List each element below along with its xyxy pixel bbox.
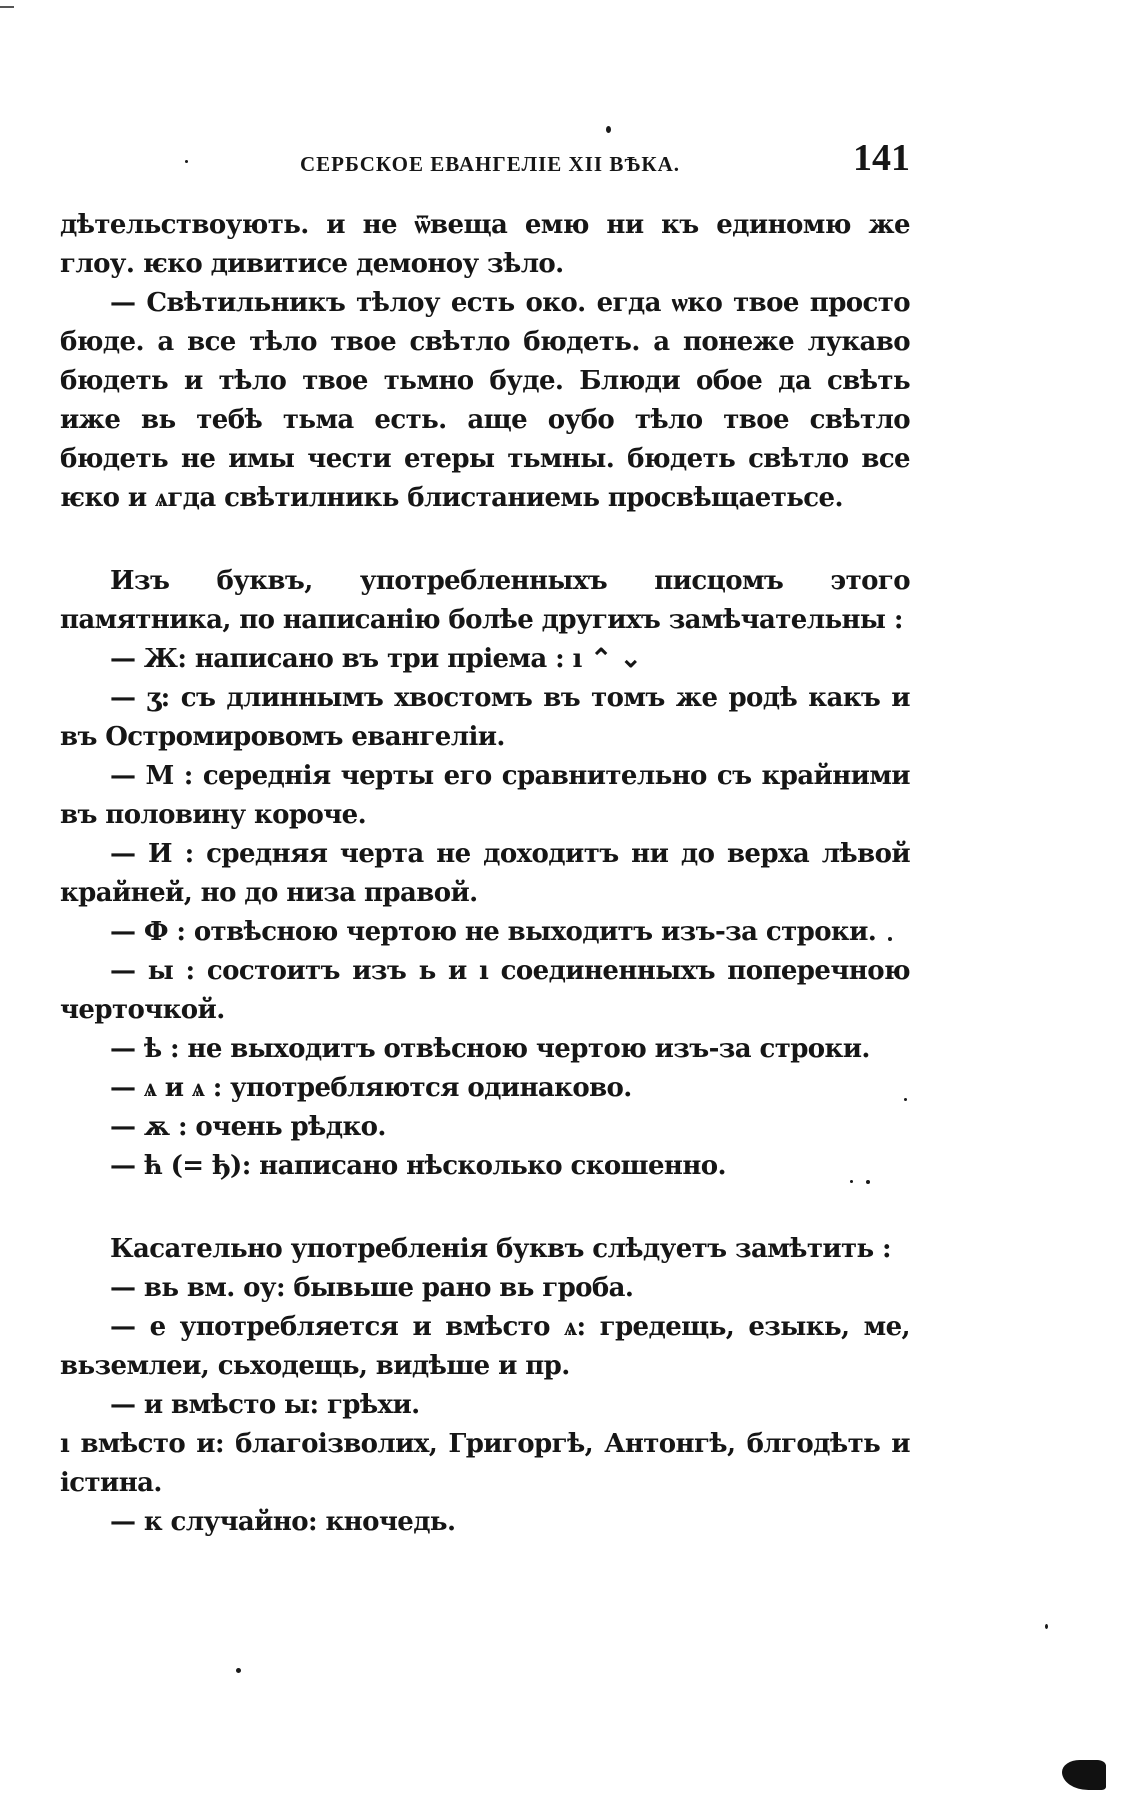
list-item-usage-i-for-y: — и вмѣсто ы: грѣхи.	[110, 1390, 420, 1420]
list-item-letter-yat: — ѣ : не выходитъ отвѣсною чертою изъ-за строки.	[110, 1034, 870, 1064]
running-header	[60, 136, 910, 196]
list-item-letter-y: — ы : состоитъ изъ ь и ı соединенныхъ поперечною черточкой.	[60, 956, 910, 1025]
ink-speck	[866, 1180, 870, 1184]
list-item-letter-yus-small: — ѧ и ѧ : употребляются одинаково.	[110, 1073, 632, 1103]
list-item-letter-f: — Ф : отвѣсною чертою не выходитъ изъ-за строки.	[110, 917, 877, 947]
body-text	[60, 206, 910, 1542]
ink-speck	[606, 126, 611, 133]
list-item-usage-e: — е употребляется и вмѣсто ѧ: гредещь, езыкь, ме, вьземлеи, сьходещь, видѣше и пр.	[60, 1312, 910, 1381]
ink-speck	[904, 1098, 907, 1101]
list-item-letter-yus-big: — ѫ : очень рѣдко.	[110, 1112, 386, 1142]
paragraph-continuation: дѣтельствоують. и не ѿвеща емю ни къ единомю же глоу. ѥко дивитисе демоноу зѣло.	[60, 210, 910, 279]
running-title: СЕРБСКОЕ ЕВАНГЕЛІЕ XII ВѢКА.	[300, 152, 681, 176]
paragraph-usage-intro: Касательно употребленія буквъ слѣдуетъ замѣтить :	[110, 1234, 892, 1264]
page-edge-mark	[0, 6, 14, 8]
list-item-usage-k: — к случайно: кночедь.	[110, 1507, 456, 1537]
list-item-letter-i: — И : средняя черта не доходитъ ни до верха лѣвой крайней, но до низа правой.	[60, 839, 910, 908]
list-item-letter-dj: — ћ (= ђ): написано нѣсколько скошенно.	[110, 1151, 726, 1181]
list-item-letter-z: — ʒ: съ длиннымъ хвостомъ въ томъ же родѣ какъ и въ Остромировомъ евангеліи.	[60, 683, 910, 752]
page-number: 141	[853, 137, 910, 179]
list-item-letter-m: — М : середнія черты его сравнительно съ крайними въ половину короче.	[60, 761, 910, 830]
ink-speck	[1045, 1624, 1048, 1629]
ink-speck	[888, 937, 892, 941]
paragraph-gospel-quote: — Свѣтильникъ тѣлоу есть око. егда ѡко твое просто бюде. а все тѣло твое свѣтло бюдеть. а понеже лукаво бюдеть и тѣло твое тьмно буде. Блюди обое да свѣть иже вь тебѣ тьма есть. аще оубо тѣло твое свѣтло бюдеть не имы чести етеры тьмны. бюдеть свѣтло все ѥко и ѧгда свѣтилникь блистаниемь просвѣщаетьсе.	[60, 288, 910, 513]
paragraph-letters-intro: Изъ буквъ, употребленныхъ писцомъ этого памятника, по написанію болѣе другихъ замѣчательны :	[60, 566, 910, 635]
list-item-usage-v: — вь вм. оу: бывьше рано вь гроба.	[110, 1273, 634, 1303]
ink-speck	[850, 1180, 853, 1183]
ink-speck	[185, 160, 188, 163]
list-item-letter-zh: — Ж: написано въ три пріема : ı ⌃ ⌄	[110, 644, 642, 674]
ink-blot	[1062, 1760, 1106, 1790]
list-item-usage-i-for-i: ı вмѣсто и: благоізволих, Григоргѣ, Антонгѣ, блгодѣть и істина.	[60, 1429, 910, 1498]
ink-speck	[236, 1668, 241, 1673]
